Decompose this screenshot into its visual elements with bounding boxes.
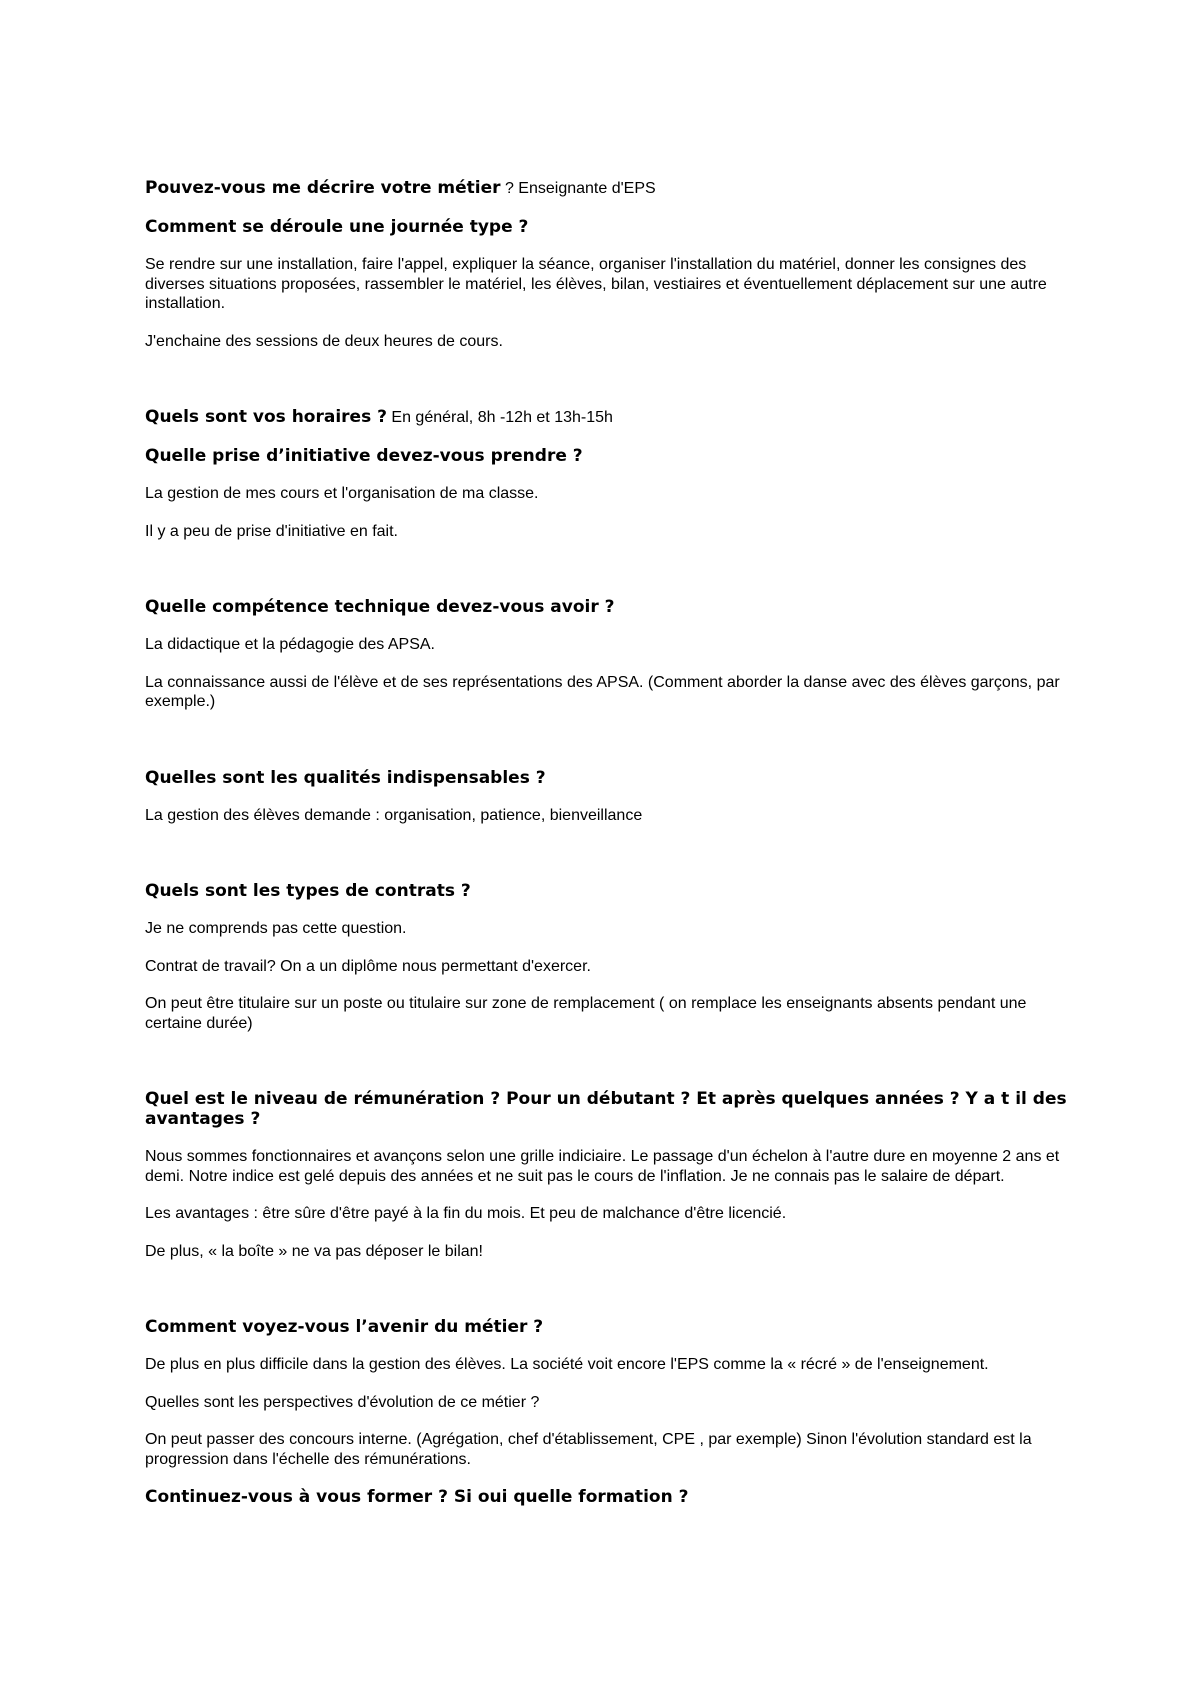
answer-paragraph: Les avantages : être sûre d'être payé à la fin du mois. Et peu de malchance d'être licencié. — [145, 1205, 787, 1222]
inline-answer: ? Enseignante d'EPS — [500, 180, 656, 197]
answer-paragraph: La gestion de mes cours et l'organisation de ma classe. — [145, 485, 539, 502]
answer-paragraph: Se rendre sur une installation, faire l'appel, expliquer la séance, organiser l'installation du matériel, donner les consignes des diverses situations proposées, rassembler le matériel, les élèves, bilan, vestiaires et éventuellement déplacement sur une autre installation. — [145, 256, 1047, 312]
question-initiative: Quelle prise d’initiative devez-vous prendre ? — [145, 446, 583, 466]
answer-paragraph: J'enchaine des sessions de deux heures de cours. — [145, 332, 503, 350]
question-text: Pouvez-vous me décrire votre métier — [145, 178, 501, 198]
question-competence: Quelle compétence technique devez-vous avoir ? — [145, 597, 615, 617]
answer-paragraph: On peut être titulaire sur un poste ou titulaire sur zone de remplacement ( on remplace les enseignants absents pendant une certaine durée) — [145, 995, 1027, 1032]
answer-paragraph: La connaissance aussi de l'élève et de ses représentations des APSA. (Comment aborder la danse avec des élèves garçons, par exemple.) — [145, 673, 1060, 710]
answer-paragraph: On peut passer des concours interne. (Agrégation, chef d'établissement, CPE , par exemple) Sinon l'évolution standard est la progression dans l'échelle des rémunérations. — [145, 1431, 1032, 1468]
question-formation: Continuez-vous à vous former ? Si oui quelle formation ? — [145, 1487, 689, 1507]
answer-paragraph: De plus, « la boîte » ne va pas déposer le bilan! — [145, 1242, 483, 1260]
answer-paragraph: La didactique et la pédagogie des APSA. — [145, 636, 435, 653]
question-horaires — [145, 407, 1075, 428]
question-qualites: Quelles sont les qualités indispensables ? — [145, 767, 546, 788]
inline-answer: En général, 8h -12h et 13h-15h — [386, 409, 613, 426]
answer-paragraph: Je ne comprends pas cette question. — [145, 920, 407, 937]
answer-paragraph: Il y a peu de prise d'initiative en fait. — [145, 522, 398, 540]
question-journee-type: Comment se déroule une journée type ? — [145, 217, 529, 237]
question-text: Quels sont vos horaires ? — [145, 407, 387, 427]
document-page — [145, 178, 1075, 1525]
answer-paragraph: De plus en plus difficile dans la gestion des élèves. La société voit encore l'EPS comme la « récré » de l'enseignement. — [145, 1356, 989, 1373]
answer-paragraph: Quelles sont les perspectives d'évolution de ce métier ? — [145, 1393, 540, 1411]
answer-paragraph: Contrat de travail? On a un diplôme nous permettant d'exercer. — [145, 957, 591, 975]
answer-paragraph: Nous sommes fonctionnaires et avançons selon une grille indiciaire. Le passage d'un échelon à l'autre dure en moyenne 2 ans et demi. Notre indice est gelé depuis des années et ne suit pas le cours de l'inflation. Je ne connais pas le salaire de départ. — [145, 1148, 1060, 1185]
question-contrats: Quels sont les types de contrats ? — [145, 881, 471, 901]
question-metier — [145, 178, 1075, 199]
answer-paragraph: La gestion des élèves demande : organisation, patience, bienveillance — [145, 806, 643, 824]
question-remuneration: Quel est le niveau de rémunération ? Pour un débutant ? Et après quelques années ? Y a t il des avantages ? — [145, 1089, 1067, 1129]
question-avenir: Comment voyez-vous l’avenir du métier ? — [145, 1317, 544, 1337]
